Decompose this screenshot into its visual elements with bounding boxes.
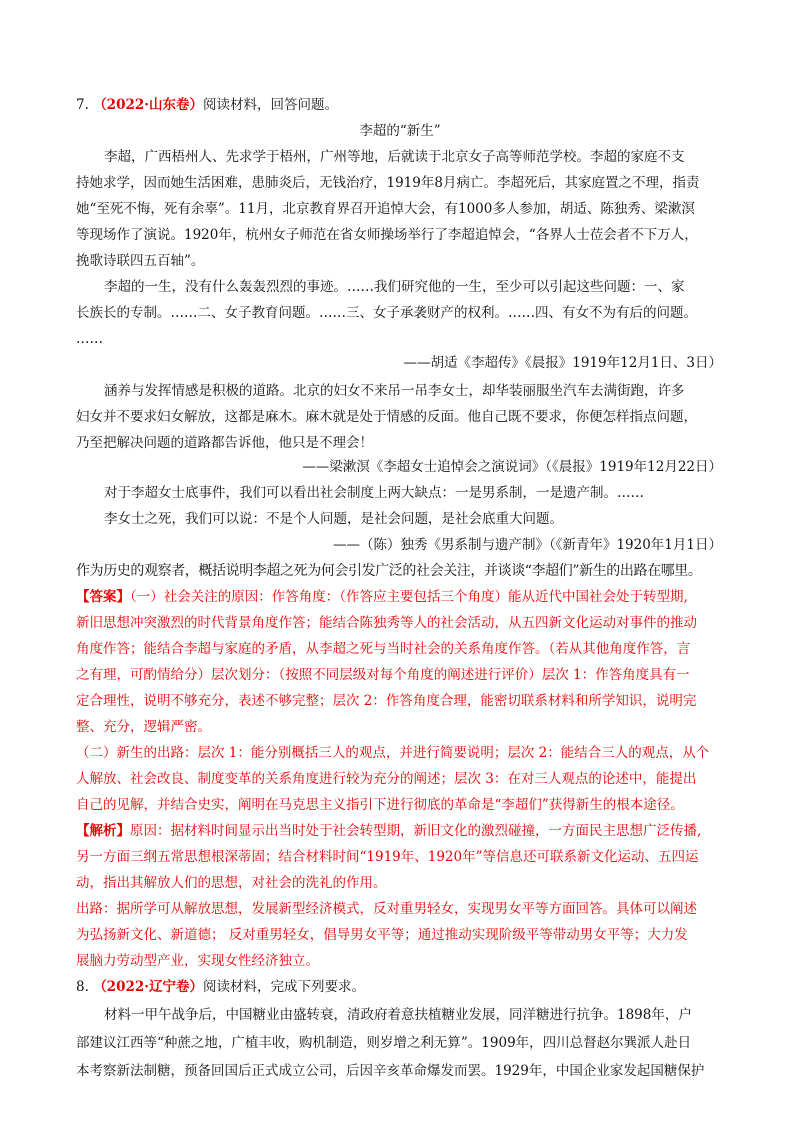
material-title: 李超的“新生” <box>359 123 441 139</box>
answer-line: 整、充分，逻辑严密。 <box>76 719 211 735</box>
analysis-text: 原因：据材料时间显示出当时处于社会转型期，新旧文化的激烈碰撞，一方面民主思想广泛传播, <box>130 823 702 839</box>
material-line: 乃至把解决问题的道路都告诉他，他只是不理会！ <box>76 435 373 451</box>
material-line: 李超的一生，没有什么轰轰烈烈的事迹。……我们研究他的一生，至少可以引起这些问题：一、家 <box>104 279 685 295</box>
material-line: 李女士之死，我们可以说：不是个人问题，是社会问题，是社会底重大问题。 <box>104 511 563 527</box>
question-7-header <box>76 94 338 116</box>
material-line: 材料一甲午战争后，中国糖业由盛转衰，清政府着意扶植糖业发展，同洋糖进行抗争。1898年，户 <box>104 1007 692 1023</box>
question-prompt: 阅读材料，回答问题。 <box>202 97 338 113</box>
question-number: 8. <box>76 979 89 995</box>
material-line: 等现场作了演说。1920年，杭州女子师范在省女师操场举行了李超追悼会，“各界人士莅会者不下万人， <box>76 227 698 243</box>
answer-line: 新旧思想冲突激烈的时代背景角度作答；能结合陈独秀等人的社会活动，从五四新文化运动对事件的推动 <box>76 615 697 631</box>
answer-line: （二）新生的出路：层次 1：能分别概括三人的观点，并进行简要说明；层次 2：能结合三人的观点，从个 <box>76 745 710 761</box>
analysis-line: 出路：据所学可从解放思想，发展新型经济模式，反对重男轻女，实现男女平等方面回答。具体可以阐述 <box>76 901 697 917</box>
citation: ——梁漱溟《李超女士追悼会之演说词》（《晨报》1919年12月22日） <box>302 459 722 475</box>
question-prompt: 阅读材料，完成下列要求。 <box>202 979 365 995</box>
material-line: 部建议江西等“种蔗之地，广植丰收，购机制造，则岁增之利无算”。1909年，四川总督赵尔巽派人赴日 <box>76 1035 692 1051</box>
material-line: 妇女并不要求妇女解放，这都是麻木。麻木就是处于情感的反面。他自己既不要求，你便怎样指点问题， <box>76 409 697 425</box>
answer-line: 定合理性，说明不够充分，表述不够完整；层次 2：作答角度合理，能密切联系材料和所学知识，说明完 <box>76 693 697 709</box>
answer-line: 人解放、社会改良、制度变革的关系角度进行较为充分的阐述；层次 3：在对三人观点的论述中，能提出 <box>76 771 697 787</box>
material-line: 她“至死不悔，死有余辜”。11月，北京教育界召开追悼大会，有1000多人参加，胡适、陈独秀、梁漱溟 <box>76 201 695 217</box>
answer-line: 角度作答；能结合李超与家庭的矛盾，从李超之死与当时社会的关系角度作答。（若从其他角度作答，言 <box>76 641 691 657</box>
answer-label: 【答案】 <box>76 589 130 605</box>
citation: ——（陈）独秀《男系制与遗产制》（《新青年》1920年1月1日） <box>332 537 722 553</box>
material-line: 持她求学，因而她生活困难，患肺炎后，无钱治疗，1919年8月病亡。李超死后，其家庭置之不理，指责 <box>76 175 700 191</box>
material-line: 涵养与发挥情感是积极的道路。北京的妇女不来吊一吊李女士，却华装丽服坐汽车去满街跑，许多 <box>104 383 685 399</box>
question-8-header <box>76 976 365 998</box>
answer-text: （一）社会关注的原因：作答角度：（作答应主要包括三个角度）能从近代中国社会处于转型期, <box>130 589 688 605</box>
material-line: 挽歌诗联四五百轴”。 <box>76 253 205 269</box>
question-number: 7. <box>76 97 89 113</box>
analysis-line: 为弘扬新文化、新道德； 反对重男轻女，倡导男女平等；通过推动实现阶级平等带动男女平等；大力发 <box>76 927 688 943</box>
answer-line: 之有理，可酌情给分）层次划分：（按照不同层级对每个角度的阐述进行评价）层次 1：作答角度具有一 <box>76 667 690 683</box>
analysis-line: 动，指出其解放人们的思想，对社会的洗礼的作用。 <box>76 875 387 891</box>
analysis-line <box>76 820 701 842</box>
material-line: 对于李超女士底事件，我们可以看出社会制度上两大缺点：一是男系制，一是遗产制。…… <box>104 485 644 501</box>
analysis-label: 【解析】 <box>76 823 130 839</box>
answer-line: 自己的见解，并结合史实，阐明在马克思主义指引下进行彻底的革命是“李超们”获得新生的根本途径。 <box>76 797 684 813</box>
exam-source: （2022·山东卷） <box>93 97 203 113</box>
analysis-line: 展脑力劳动型产业，实现女性经济独立。 <box>76 953 319 969</box>
material-line: 李超，广西梧州人、先求学于梧州，广州等地，后就读于北京女子高等师范学校。李超的家庭不支 <box>104 149 685 165</box>
citation: ——胡适《李超传》《晨报》1919年12月1日、3日） <box>403 355 722 371</box>
exam-source: （2022·辽宁卷） <box>93 979 203 995</box>
question-text: 作为历史的观察者，概括说明李超之死为何会引发广泛的社会关注，并谈谈“李超们”新生的出路在哪里。 <box>76 563 702 579</box>
material-line: 本考察新法制糖，预备回国后正式成立公司，后因辛亥革命爆发而罢。1929年，中国企业家发起国糖保护 <box>76 1063 705 1079</box>
answer-line <box>76 586 688 608</box>
material-line: 长族长的专制。……二、女子教育问题。……三、女子承袭财产的权利。……四、有女不为有后的问题。 <box>76 305 697 321</box>
material-line: …… <box>76 331 103 347</box>
analysis-line: 另一方面三纲五常思想根深蒂固；结合材料时间“1919年、1920年”等信息还可联系新文化运动、五四运 <box>76 849 699 865</box>
